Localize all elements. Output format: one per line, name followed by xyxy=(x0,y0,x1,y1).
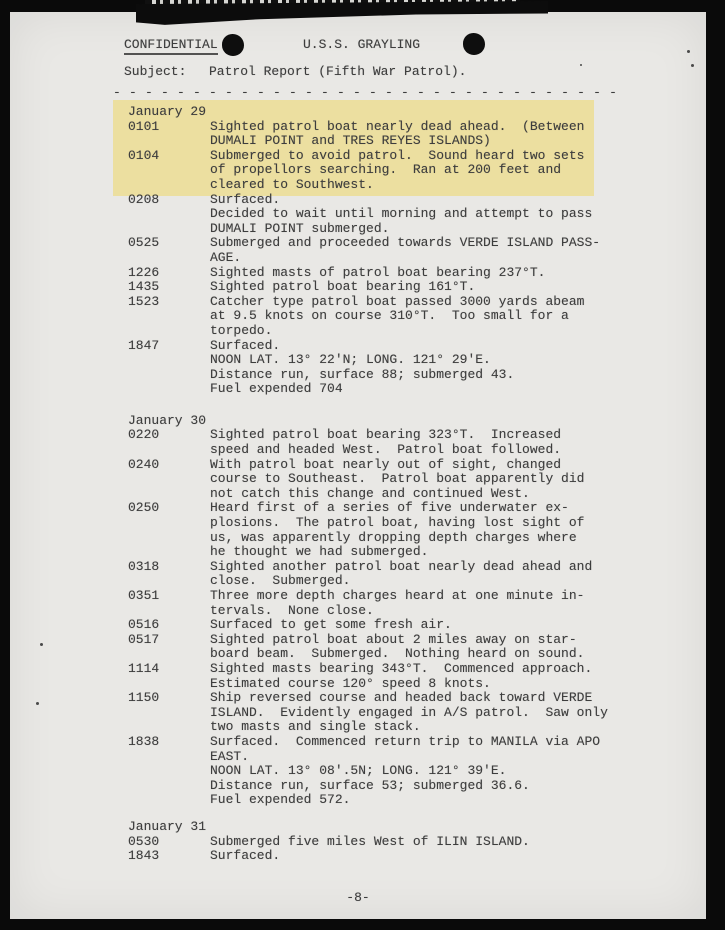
entry-time: 0530 xyxy=(128,833,160,849)
entry-text xyxy=(210,560,592,589)
entry-line: plosions. The patrol boat, having lost sight of xyxy=(210,515,585,531)
entry-line: Distance run, surface 88; submerged 43. xyxy=(210,366,515,382)
entry-line: Sighted patrol boat nearly dead ahead. (Between xyxy=(210,118,585,134)
entry-text xyxy=(210,280,475,295)
entry-time: 1838 xyxy=(128,733,160,749)
log-entry xyxy=(128,236,648,265)
ink-speck xyxy=(687,50,690,53)
entry-line: tervals. None close. xyxy=(210,602,374,618)
entry-line: Surfaced. xyxy=(210,337,281,353)
log-entry xyxy=(128,280,648,295)
log-group xyxy=(128,105,648,397)
entry-time: 1847 xyxy=(128,337,160,353)
log-entry xyxy=(128,120,648,149)
ink-speck xyxy=(36,702,39,705)
log-entry xyxy=(128,633,648,662)
entry-time: 0208 xyxy=(128,191,160,207)
entry-line: NOON LAT. 13° 08'.5N; LONG. 121° 39'E. xyxy=(210,763,507,779)
entry-text xyxy=(210,589,584,618)
log-entry xyxy=(128,501,648,559)
entry-text xyxy=(210,618,452,633)
log-entry xyxy=(128,618,648,633)
log-entry xyxy=(128,149,648,193)
entry-line: board beam. Submerged. Nothing heard on sound. xyxy=(210,646,585,662)
dashed-separator: - - - - - - - - - - - - - - - - - - - - - - - - - - - - - - - - xyxy=(113,85,618,100)
entry-line: Submerged to avoid patrol. Sound heard two sets xyxy=(210,147,585,163)
entry-line: Ship reversed course and headed back toward VERDE xyxy=(210,690,593,706)
entry-text xyxy=(210,193,592,237)
log-entry xyxy=(128,589,648,618)
entry-line: Surfaced. xyxy=(210,848,281,864)
entry-line: torpedo. xyxy=(210,322,273,338)
log-group xyxy=(128,414,648,808)
entry-line: not catch this change and continued West. xyxy=(210,485,530,501)
entry-text xyxy=(210,735,600,808)
entry-line: Sighted masts bearing 343°T. Commenced approach. xyxy=(210,660,593,676)
subject-value: Patrol Report (Fifth War Patrol). xyxy=(209,64,467,79)
ink-speck xyxy=(691,64,694,67)
entry-line: DUMALI POINT submerged. xyxy=(210,220,390,236)
entry-line: he thought we had submerged. xyxy=(210,544,429,560)
log-entry xyxy=(128,691,648,735)
ship-name: U.S.S. GRAYLING xyxy=(303,37,421,52)
entry-line: of propellors searching. Ran at 200 feet and xyxy=(210,162,562,178)
document-page xyxy=(10,12,706,919)
log-entry xyxy=(128,339,648,397)
entry-line: Estimated course 120° speed 8 knots. xyxy=(210,675,491,691)
log-entry xyxy=(128,735,648,808)
classification-stamp: CONFIDENTIAL xyxy=(124,38,218,53)
entry-time: 0516 xyxy=(128,617,160,633)
entry-text xyxy=(210,339,514,397)
entry-line: NOON LAT. 13° 22'N; LONG. 121° 29'E. xyxy=(210,352,491,368)
entry-text xyxy=(210,633,584,662)
log-entry xyxy=(128,849,648,864)
entry-time: 0250 xyxy=(128,500,160,516)
entry-line: Fuel expended 704 xyxy=(210,381,343,397)
entry-time: 0525 xyxy=(128,235,160,251)
entry-line: us, was apparently dropping depth charges where xyxy=(210,529,577,545)
entry-line: Sighted patrol boat bearing 161°T. xyxy=(210,279,476,295)
log-date: January 31 xyxy=(128,818,207,834)
entry-line: Decided to wait until morning and attempt to pass xyxy=(210,206,593,222)
entry-time: 0240 xyxy=(128,456,160,472)
entry-line: Three more depth charges heard at one minute in- xyxy=(210,588,585,603)
entry-text xyxy=(210,691,608,735)
log-date: January 29 xyxy=(128,104,207,119)
entry-time: 1226 xyxy=(128,264,160,280)
entry-line: Catcher type patrol boat passed 3000 yards abeam xyxy=(210,293,585,309)
log-date: January 30 xyxy=(128,412,207,428)
entry-line: Heard first of a series of five underwater ex- xyxy=(210,500,569,516)
entry-line: two masts and single stack. xyxy=(210,719,421,735)
ink-speck xyxy=(580,64,582,66)
entry-time: 0101 xyxy=(128,118,160,134)
entry-text xyxy=(210,835,530,850)
log-entry xyxy=(128,295,648,339)
log-entry xyxy=(128,193,648,237)
entry-line: Distance run, surface 53; submerged 36.6. xyxy=(210,777,530,793)
entry-time: 0517 xyxy=(128,631,160,647)
entry-line: Sighted patrol boat about 2 miles away on star- xyxy=(210,631,577,647)
entry-time: 0104 xyxy=(128,147,160,163)
entry-text xyxy=(210,120,584,149)
entry-time: 1150 xyxy=(128,690,160,706)
log-group xyxy=(128,820,648,864)
entry-text xyxy=(210,662,592,691)
entry-line: Sighted patrol boat bearing 323°T. Increased xyxy=(210,427,562,443)
entry-text xyxy=(210,501,584,559)
entry-line: speed and headed West. Patrol boat followed. xyxy=(210,442,562,458)
entry-line: Submerged five miles West of ILIN ISLAND. xyxy=(210,833,530,849)
entry-line: course to Southeast. Patrol boat apparently did xyxy=(210,471,585,487)
entry-time: 0318 xyxy=(128,558,160,574)
log-entry xyxy=(128,458,648,502)
entry-text xyxy=(210,266,545,281)
entry-text xyxy=(210,849,280,864)
entry-line: Sighted another patrol boat nearly dead ahead and xyxy=(210,558,593,574)
entry-time: 1523 xyxy=(128,293,160,309)
entry-text xyxy=(210,428,561,457)
log-entry xyxy=(128,428,648,457)
entry-text xyxy=(210,295,584,339)
log-entry xyxy=(128,266,648,281)
entry-line: AGE. xyxy=(210,249,242,265)
entry-line: With patrol boat nearly out of sight, changed xyxy=(210,456,562,472)
entry-time: 1435 xyxy=(128,279,160,295)
entry-time: 0351 xyxy=(128,588,160,603)
entry-text xyxy=(210,458,584,502)
entry-line: Surfaced. xyxy=(210,191,281,207)
hole-punch-mark xyxy=(463,33,485,55)
entry-line: Surfaced to get some fresh air. xyxy=(210,617,452,633)
entry-text xyxy=(210,149,584,193)
entry-line: Submerged and proceeded towards VERDE ISLAND PASS- xyxy=(210,235,601,251)
entry-text xyxy=(210,236,600,265)
entry-line: cleared to Southwest. xyxy=(210,176,374,192)
patrol-log xyxy=(128,105,648,864)
hole-punch-mark xyxy=(222,34,244,56)
entry-time: 0220 xyxy=(128,427,160,443)
entry-line: ISLAND. Evidently engaged in A/S patrol. Saw only xyxy=(210,704,608,720)
log-entry xyxy=(128,835,648,850)
log-entry xyxy=(128,662,648,691)
subject-label: Subject: xyxy=(124,64,187,79)
entry-line: DUMALI POINT and TRES REYES ISLANDS) xyxy=(210,133,491,149)
entry-line: Surfaced. Commenced return trip to MANILA via APO xyxy=(210,733,601,749)
entry-time: 1114 xyxy=(128,660,160,676)
entry-line: at 9.5 knots on course 310°T. Too small for a xyxy=(210,308,569,324)
entry-line: EAST. xyxy=(210,748,250,764)
entry-line: Fuel expended 572. xyxy=(210,792,351,808)
entry-line: Sighted masts of patrol boat bearing 237°T. xyxy=(210,264,546,280)
log-entry xyxy=(128,560,648,589)
page-number: -8- xyxy=(346,890,370,905)
ink-speck xyxy=(40,643,43,646)
entry-time: 1843 xyxy=(128,848,160,864)
entry-line: close. Submerged. xyxy=(210,573,351,589)
